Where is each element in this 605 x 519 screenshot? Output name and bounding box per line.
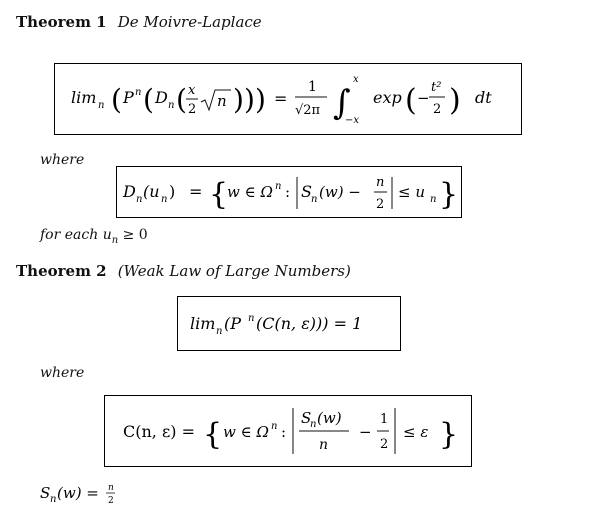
c-leq: ≤ ε [403, 423, 429, 441]
c-frac-num-sub: n [310, 419, 317, 430]
exp-right-paren: ) [449, 83, 461, 118]
sn-tail: (w) = [57, 484, 99, 502]
dn-colon: : [285, 183, 291, 201]
theorem-1-formula [55, 64, 521, 134]
t2-rest: (C(n, ε))) = 1 [256, 314, 363, 333]
c-lhs: C(n, ε) = [123, 422, 195, 441]
minus-sign: − [417, 89, 430, 107]
dn-lhs: D [123, 182, 136, 201]
integral-sign: ∫ [333, 83, 351, 123]
c-definition [105, 396, 471, 466]
theorem-2-formula [178, 297, 400, 350]
dn-lhs-close: ) [169, 182, 176, 201]
for-each-text: for each u [40, 227, 112, 243]
theorem-2-formula-box [177, 296, 401, 351]
dn-leq-sub: n [430, 194, 437, 205]
exp-text: exp [373, 88, 402, 107]
c-minus: − [359, 423, 372, 441]
c-left-brace: { [203, 417, 223, 452]
right-paren-3: ) [233, 83, 244, 116]
dn-frac-den: 2 [376, 197, 385, 212]
p-superscript: n [135, 87, 142, 98]
coef-denominator: √2π [295, 103, 321, 118]
t2-p: (P [224, 314, 242, 333]
left-paren-3: ( [176, 83, 187, 116]
exp-frac-den: 2 [433, 102, 442, 117]
integral-upper: x [353, 74, 359, 85]
c-half-num: 1 [380, 412, 389, 427]
where-label-2: where [40, 365, 85, 381]
frac-x-den: 2 [188, 102, 197, 117]
dn-lhs-arg: (u [143, 182, 160, 201]
t-squared: t² [431, 80, 442, 95]
sn-sub: n [50, 494, 57, 505]
dn-lhs-sub: n [136, 194, 143, 205]
c-frac-num-tail: (w) [317, 409, 342, 427]
where-label-1: where [40, 152, 85, 168]
sqrt-arg: n [217, 92, 227, 110]
theorem-1-heading [16, 12, 262, 31]
dn-s: S [301, 182, 312, 201]
dn-set-sup: n [275, 181, 282, 192]
c-frac-num: S [301, 409, 312, 427]
t2-lim-sub: n [216, 326, 223, 337]
left-paren-1: ( [111, 83, 122, 116]
theorem-2-label: Theorem 2 [16, 262, 107, 280]
dt-text: dt [475, 88, 492, 107]
theorem-1-label: Theorem 1 [16, 13, 107, 31]
dn-lhs-arg-sub: n [161, 194, 168, 205]
theorem-2-heading [16, 261, 351, 280]
lim-text: lim [71, 88, 97, 107]
theorem-2-title: (Weak Law of Large Numbers) [117, 262, 351, 280]
t2-lim: lim [190, 314, 216, 333]
sn-footer [40, 478, 150, 508]
sn-frac-den: 2 [108, 496, 114, 506]
c-set-body: w ∈ Ω [223, 423, 269, 441]
sn-frac-num: n [108, 483, 114, 493]
c-right-brace: } [439, 417, 459, 452]
dn-definition [117, 167, 461, 217]
dn-definition-box [116, 166, 462, 218]
sn-footer-formula [40, 478, 150, 508]
exp-left-paren: ( [405, 83, 417, 118]
dn-leq: ≤ u [398, 183, 425, 201]
c-set-sup: n [271, 421, 278, 432]
c-half-den: 2 [380, 437, 389, 452]
dn-s-sub: n [311, 194, 318, 205]
theorem-1-title: De Moivre-Laplace [117, 13, 262, 31]
dn-left-brace: { [209, 177, 229, 212]
sn-s: S [40, 484, 51, 502]
dn-s-arg: (w) − [319, 183, 361, 201]
right-paren-1: ) [255, 83, 266, 116]
dn-right-brace: } [439, 177, 459, 212]
for-each-sub: n [111, 234, 119, 246]
c-frac-den: n [319, 437, 329, 453]
for-each-line [40, 227, 148, 246]
lim-subscript: n [98, 100, 105, 111]
p-symbol: P [123, 88, 134, 107]
equals-sign: = [274, 89, 288, 108]
t2-p-sup: n [248, 313, 255, 324]
c-colon: : [281, 423, 287, 441]
left-paren-2: ( [143, 83, 154, 116]
dn-equals: = [189, 182, 203, 201]
frac-x-num: x [188, 83, 196, 98]
integral-lower: −x [345, 115, 360, 126]
d-symbol: D [155, 88, 168, 107]
for-each-tail: ≥ 0 [118, 227, 148, 243]
c-definition-box [104, 395, 472, 467]
right-paren-2: ) [244, 83, 255, 116]
coef-numerator: 1 [308, 79, 317, 95]
dn-set-body: w ∈ Ω [227, 183, 273, 201]
dn-frac-num: n [376, 175, 385, 190]
theorem-1-formula-box [54, 63, 522, 135]
d-subscript: n [168, 100, 175, 111]
